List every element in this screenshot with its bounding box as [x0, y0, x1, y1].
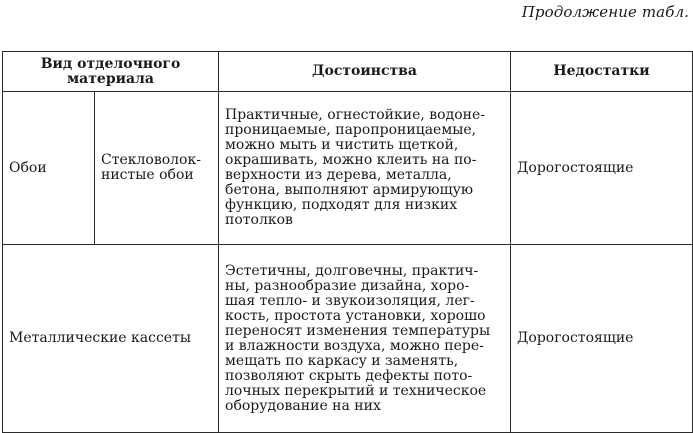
table-row — [3, 245, 693, 433]
cell-material: Металлические кассеты — [3, 245, 219, 433]
table-continuation-caption: Продолжение табл. — [521, 3, 689, 21]
table-header-row — [3, 52, 693, 92]
cell-disadvantages: Дорогостоящие — [511, 245, 693, 433]
table-row — [3, 92, 693, 245]
header-advantages: Достоинства — [219, 52, 511, 92]
finishing-materials-table — [2, 51, 693, 433]
cell-advantages: Практичные, огнестойкие, водоне- проницаемые, паропроницаемые, можно мыть и чистить щеткой, окрашивать, можно клеить на по- верхности из дерева, металла, бетона, выполняют армирующую функцию, подходят для низких потолков — [219, 92, 511, 245]
header-disadvantages: Недостатки — [511, 52, 693, 92]
header-material: Вид отделочного материала — [3, 52, 219, 92]
cell-advantages: Эстетичны, долговечны, практич- ны, разнообразие дизайна, хоро- шая тепло- и звукоизоляция, лег- кость, простота установки, хорошо переносят изменения температуры и влажности воздуха, можно пере- мещать по каркасу и заменять, позволяют скрыть дефекты пото- лочных перекрытий и техническое оборудование на них — [219, 245, 511, 433]
cell-category: Обои — [3, 92, 95, 245]
cell-disadvantages: Дорогостоящие — [511, 92, 693, 245]
cell-subtype: Стекловолок- нистые обои — [95, 92, 219, 245]
